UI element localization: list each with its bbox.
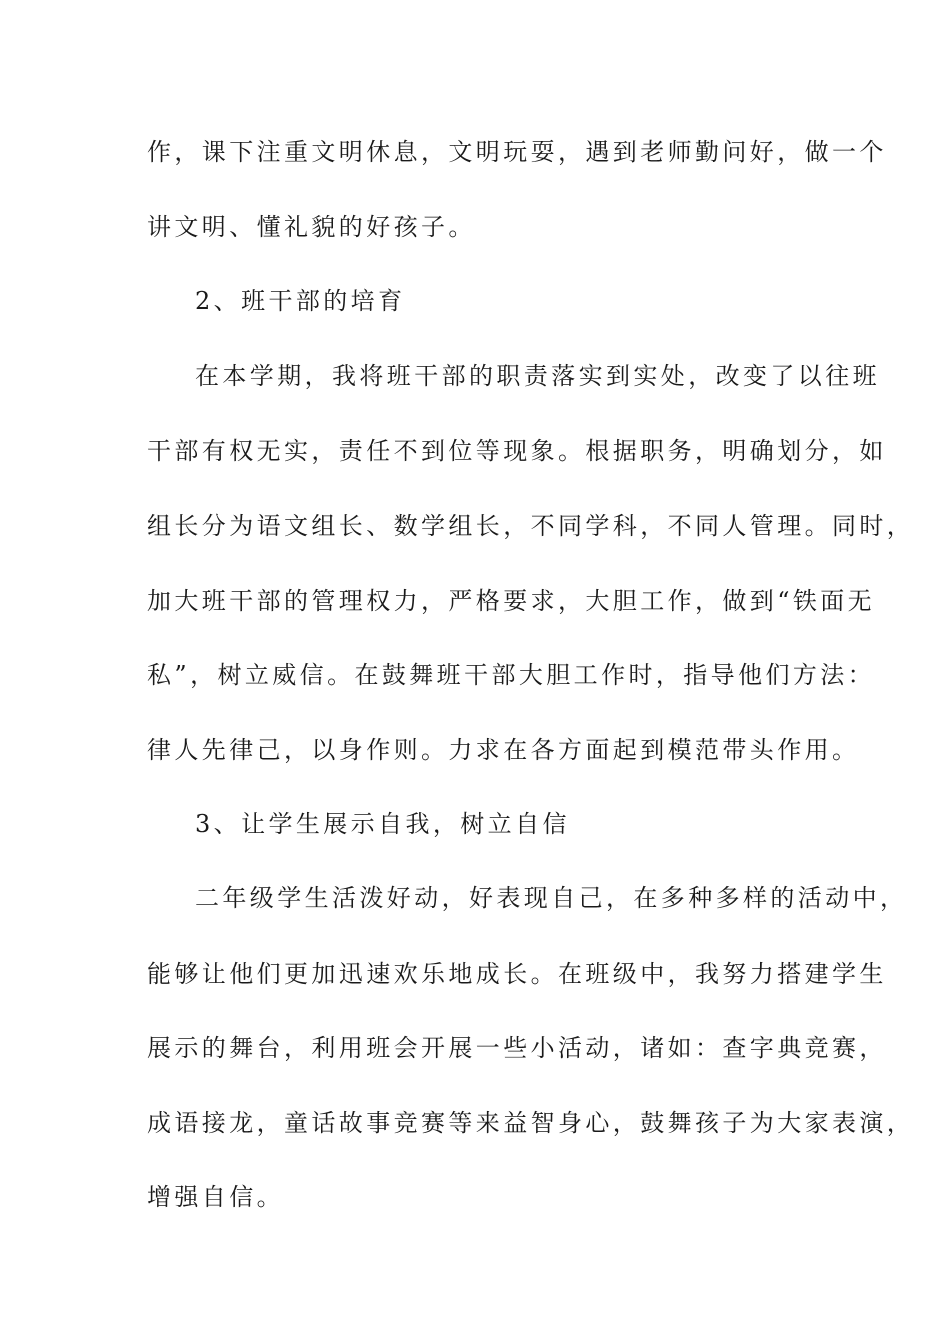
paragraph-line: 干部有权无实，责任不到位等现象。根据职务，明确划分，如 [147,437,887,465]
paragraph-line: 私”，树立威信。在鼓舞班干部大胆工作时，指导他们方法： [147,661,876,689]
section-heading: 3、让学生展示自我，树立自信 [195,810,570,838]
section-heading: 2、班干部的培育 [195,287,406,315]
paragraph-line: 成语接龙，童话故事竞赛等来益智身心，鼓舞孩子为大家表演， [147,1109,915,1137]
paragraph-line: 组长分为语文组长、数学组长，不同学科，不同人管理。同时， [147,512,915,540]
paragraph-line: 增强自信。 [147,1183,284,1211]
paragraph-line: 律人先律己，以身作则。力求在各方面起到模范带头作用。 [147,736,860,764]
paragraph-line: 讲文明、懂礼貌的好孩子。 [147,213,476,241]
paragraph-line: 在本学期，我将班干部的职责落实到实处，改变了以往班 [195,362,880,390]
paragraph-line: 加大班干部的管理权力，严格要求，大胆工作，做到“铁面无 [147,587,876,615]
paragraph-line: 作，课下注重文明休息，文明玩耍，遇到老师勤问好，做一个 [147,138,887,166]
paragraph-line: 能够让他们更加迅速欢乐地成长。在班级中，我努力搭建学生 [147,960,887,988]
paragraph-line: 展示的舞台，利用班会开展一些小活动，诸如：查字典竞赛， [147,1034,887,1062]
paragraph-line: 二年级学生活泼好动，好表现自己，在多种多样的活动中， [195,884,908,912]
